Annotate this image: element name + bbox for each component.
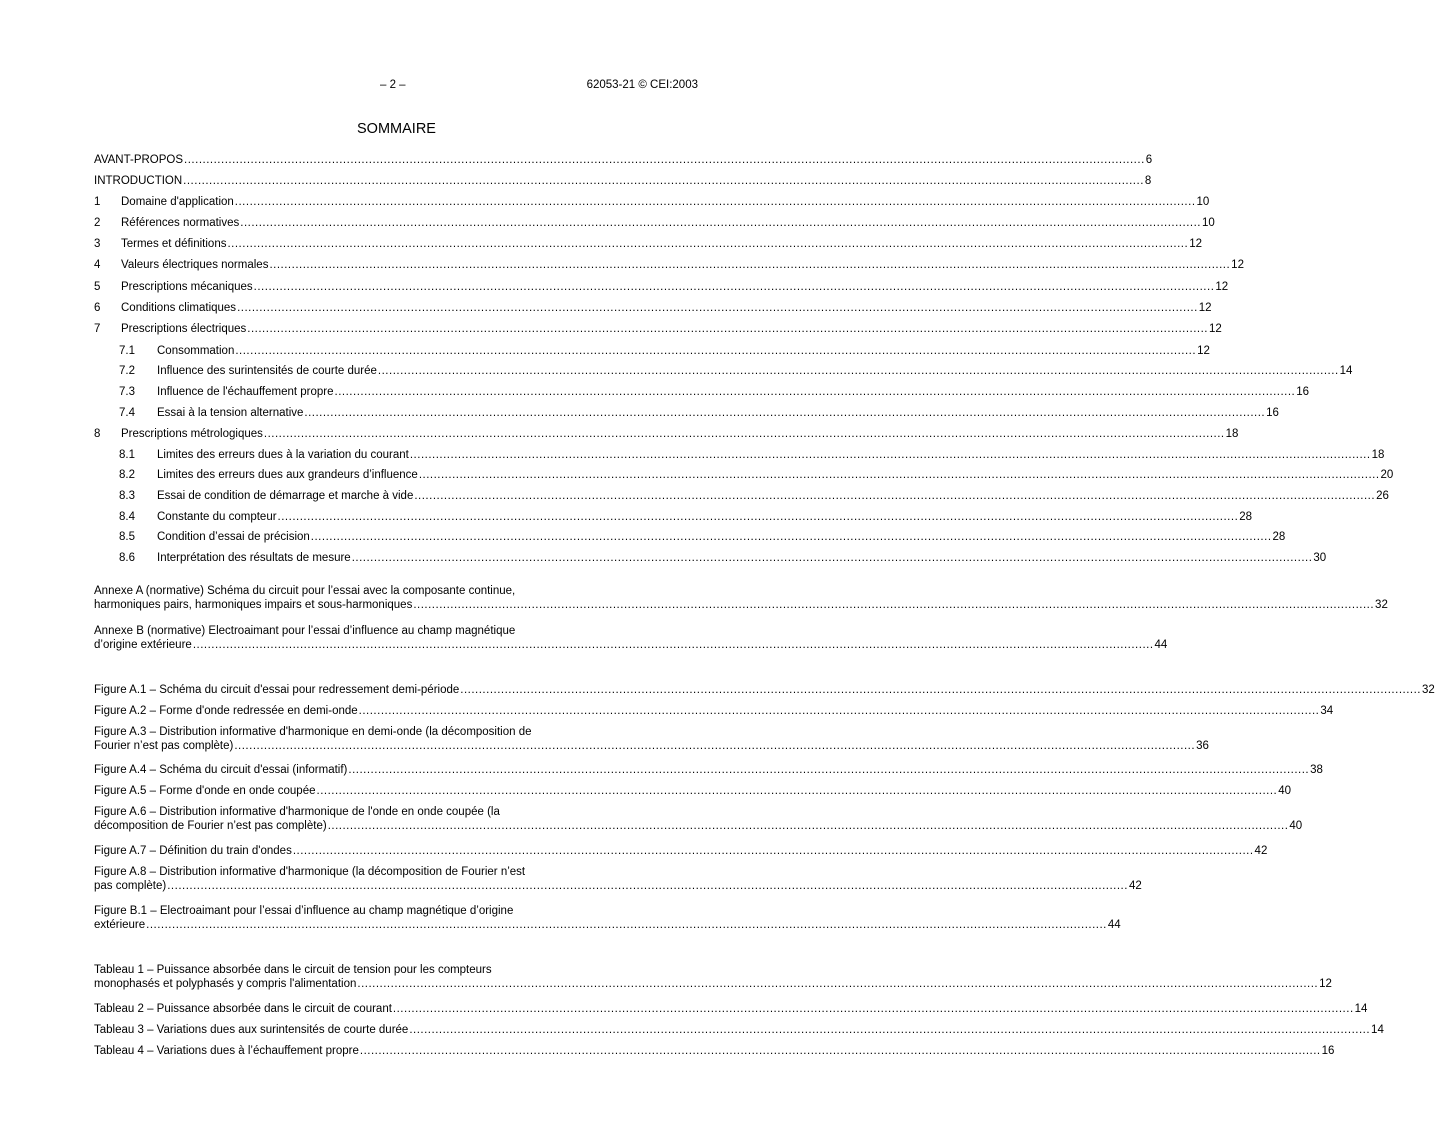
entry-number: 8.2 [119,469,135,481]
toc-entry[interactable] [94,406,1279,420]
entry-title: Condition d’essai de précision [157,531,310,543]
entry-page-number: 10 [1196,196,1210,208]
dot-leader: .................................................................................................................................................................................................................................................................... [377,365,1339,377]
dot-leader: .................................................................................................................................................................................................................................................................... [460,684,1421,696]
entry-page-number: 38 [1310,764,1323,776]
entry-title: Essai à la tension alternative [157,407,304,419]
toc-entry[interactable] [94,584,1388,612]
entry-title-line: Figure A.6 – Distribution informative d'harmonique de l'onde en onde coupée (la [94,806,500,818]
dot-leader: .................................................................................................................................................................................................................................................................... [359,1045,1321,1057]
entry-page-number: 42 [1254,845,1268,857]
toc-entry[interactable] [94,683,1435,697]
dot-leader: .................................................................................................................................................................................................................................................................... [327,820,1289,832]
entry-number: 5 [94,281,101,293]
standard-id: 62053-21 © CEI:2003 [586,79,698,91]
dot-leader: .................................................................................................................................................................................................................................................................... [409,449,1371,461]
entry-number: 7.2 [119,365,135,377]
toc-entry[interactable] [94,448,1385,462]
entry-number: 4 [94,259,101,271]
toc-entry[interactable] [94,280,1229,294]
toc-entry[interactable] [94,624,1168,652]
entry-page-number: 14 [1354,1003,1368,1015]
toc-entry[interactable] [94,530,1286,544]
entry-number: 1 [94,196,101,208]
dot-leader: .................................................................................................................................................................................................................................................................... [183,175,1144,187]
entry-title: Limites des erreurs dues à la variation du courant [157,449,409,461]
dot-leader: .................................................................................................................................................................................................................................................................... [167,880,1128,892]
entry-number: 8.3 [119,490,135,502]
entry-page-number: 16 [1296,386,1310,398]
entry-page-number: 32 [1375,599,1388,611]
entry-page-number: 40 [1278,785,1292,797]
entry-title: Prescriptions électriques [121,323,247,335]
entry-title-line: Annexe A (normative) Schéma du circuit pour l’essai avec la composante continue, [94,585,516,597]
dot-leader: .................................................................................................................................................................................................................................................................... [348,764,1310,776]
dot-leader: .................................................................................................................................................................................................................................................................... [334,386,1296,398]
dot-leader: .................................................................................................................................................................................................................................................................... [263,428,1225,440]
toc-entry[interactable] [94,468,1394,482]
entry-title: extérieure [94,919,146,931]
entry-title: Tableau 4 – Variations dues à l’échauffement propre [94,1045,359,1057]
dot-leader: .................................................................................................................................................................................................................................................................... [146,919,1107,931]
entry-page-number: 44 [1107,919,1121,931]
entry-page-number: 16 [1266,407,1279,419]
entry-title: Prescriptions métrologiques [121,428,263,440]
entry-page-number: 34 [1320,705,1334,717]
entry-number: 7 [94,323,101,335]
entry-title: Conditions climatiques [121,302,237,314]
entry-page-number: 14 [1339,365,1353,377]
entry-number: 7.4 [119,407,135,419]
entry-page-number: 8 [1144,175,1152,187]
dot-leader: .................................................................................................................................................................................................................................................................... [413,599,1375,611]
dot-leader: .................................................................................................................................................................................................................................................................... [235,345,1197,357]
entry-title: Influence des surintensités de courte durée [157,365,377,377]
entry-title-line: Tableau 1 – Puissance absorbée dans le circuit de tension pour les compteurs [94,964,492,976]
entry-title-line: Annexe B (normative) Electroaimant pour l’essai d’influence au champ magnétique [94,625,516,637]
toc-entry[interactable] [94,1023,1384,1037]
entry-title: Prescriptions mécaniques [121,281,253,293]
entry-page-number: 30 [1313,552,1327,564]
dot-leader: .................................................................................................................................................................................................................................................................... [237,302,1198,314]
dot-leader: .................................................................................................................................................................................................................................................................... [351,552,1313,564]
entry-title: Termes et définitions [121,238,227,250]
page-title: SOMMAIRE [357,121,436,137]
entry-page-number: 12 [1231,259,1244,271]
entry-page-number: 12 [1209,323,1222,335]
entry-title: Consommation [157,345,235,357]
entry-number: 8.5 [119,531,135,543]
toc-entry[interactable] [94,216,1215,230]
entry-page-number: 42 [1128,880,1142,892]
entry-number: 7.1 [119,345,135,357]
toc-entry[interactable] [94,805,1303,833]
entry-title-line: Figure A.8 – Distribution informative d'harmonique (la décomposition de Fourier n’est [94,866,526,878]
entry-page-number: 28 [1239,511,1253,523]
entry-number: 6 [94,302,101,314]
dot-leader: .................................................................................................................................................................................................................................................................... [316,785,1278,797]
entry-title: Figure A.1 – Schéma du circuit d'essai pour redressement demi-période [94,684,460,696]
toc-entry[interactable] [94,237,1202,251]
entry-page-number: 12 [1198,302,1212,314]
toc-entry[interactable] [94,963,1332,991]
entry-title-line: Figure A.3 – Distribution informative d'harmonique en demi-onde (la décomposition de [94,726,532,738]
entry-number: 3 [94,238,101,250]
entry-title: Limites des erreurs dues aux grandeurs d’influence [157,469,418,481]
toc-entry[interactable] [94,364,1353,378]
entry-title: Influence de l'échauffement propre [157,386,334,398]
entry-page-number: 10 [1201,217,1215,229]
toc-entry[interactable] [94,844,1268,858]
toc-entry[interactable] [94,784,1292,798]
entry-page-number: 28 [1272,531,1286,543]
toc-entry[interactable] [94,427,1239,441]
entry-title: d’origine extérieure [94,639,192,651]
entry-title: Figure A.7 – Définition du train d'ondes [94,845,292,857]
entry-page-number: 36 [1196,740,1209,752]
entry-page-number: 18 [1225,428,1239,440]
entry-page-number: 40 [1289,820,1303,832]
dot-leader: .................................................................................................................................................................................................................................................................... [358,705,1320,717]
entry-page-number: 20 [1380,469,1394,481]
entry-number: 2 [94,217,101,229]
toc-entry[interactable] [94,344,1210,358]
entry-title: harmoniques pairs, harmoniques impairs et sous-harmoniques [94,599,413,611]
entry-title: AVANT-PROPOS [94,154,184,166]
dot-leader: .................................................................................................................................................................................................................................................................... [357,978,1319,990]
entry-number: 7.3 [119,386,135,398]
entry-number: 8 [94,428,101,440]
toc-entry[interactable] [94,385,1310,399]
entry-title: décomposition de Fourier n’est pas complète) [94,820,327,832]
dot-leader: .................................................................................................................................................................................................................................................................... [292,845,1254,857]
entry-title: Tableau 2 – Puissance absorbée dans le circuit de courant [94,1003,392,1015]
entry-number: 8.6 [119,552,135,564]
dot-leader: .................................................................................................................................................................................................................................................................... [240,217,1201,229]
entry-title: Figure A.5 – Forme d'onde en onde coupée [94,785,316,797]
dot-leader: .................................................................................................................................................................................................................................................................... [234,740,1196,752]
entry-page-number: 32 [1421,684,1435,696]
toc-entry[interactable] [94,704,1334,718]
toc-entry[interactable] [94,301,1212,315]
dot-leader: .................................................................................................................................................................................................................................................................... [269,259,1231,271]
entry-title: Domaine d'application [121,196,234,208]
entry-title: Références normatives [121,217,240,229]
entry-page-number: 26 [1376,490,1389,502]
entry-title: Valeurs électriques normales [121,259,269,271]
dot-leader: .................................................................................................................................................................................................................................................................... [409,1024,1371,1036]
entry-title: Fourier n’est pas complète) [94,740,234,752]
entry-page-number: 12 [1319,978,1332,990]
entry-page-number: 6 [1145,154,1153,166]
entry-page-number: 18 [1371,449,1385,461]
dot-leader: .................................................................................................................................................................................................................................................................... [277,511,1239,523]
dot-leader: .................................................................................................................................................................................................................................................................... [192,639,1154,651]
toc-entry[interactable] [94,258,1244,272]
toc-entry[interactable] [94,489,1389,503]
toc-entry[interactable] [94,1044,1335,1058]
page-number: – 2 – [380,79,406,91]
dot-leader: .................................................................................................................................................................................................................................................................... [184,154,1145,166]
entry-page-number: 12 [1215,281,1229,293]
entry-title: INTRODUCTION [94,175,183,187]
toc-entry[interactable] [94,1002,1368,1016]
entry-title: Interprétation des résultats de mesure [157,552,351,564]
entry-title: Figure A.2 – Forme d'onde redressée en demi-onde [94,705,358,717]
entry-title: Essai de condition de démarrage et marche à vide [157,490,414,502]
toc-entry[interactable] [94,153,1153,167]
entry-title: monophasés et polyphasés y compris l'alimentation [94,978,357,990]
entry-page-number: 12 [1197,345,1210,357]
toc-entry[interactable] [94,551,1327,565]
dot-leader: .................................................................................................................................................................................................................................................................... [414,490,1376,502]
entry-title-line: Figure B.1 – Electroaimant pour l’essai d’influence au champ magnétique d’origine [94,905,514,917]
toc-entry[interactable] [94,510,1253,524]
toc-entry[interactable] [94,322,1222,336]
entry-page-number: 12 [1189,238,1202,250]
dot-leader: .................................................................................................................................................................................................................................................................... [253,281,1215,293]
toc-entry[interactable] [94,763,1323,777]
dot-leader: .................................................................................................................................................................................................................................................................... [418,469,1380,481]
entry-number: 8.4 [119,511,135,523]
entry-page-number: 14 [1371,1024,1384,1036]
entry-title: Constante du compteur [157,511,277,523]
dot-leader: .................................................................................................................................................................................................................................................................... [234,196,1196,208]
entry-title: pas complète) [94,880,167,892]
toc-entry[interactable] [94,865,1142,893]
entry-number: 8.1 [119,449,135,461]
dot-leader: .................................................................................................................................................................................................................................................................... [247,323,1208,335]
toc-entry[interactable] [94,174,1152,188]
toc-entry[interactable] [94,725,1209,753]
entry-title: Tableau 3 – Variations dues aux surintensités de courte durée [94,1024,409,1036]
dot-leader: .................................................................................................................................................................................................................................................................... [304,407,1266,419]
dot-leader: .................................................................................................................................................................................................................................................................... [392,1003,1354,1015]
dot-leader: .................................................................................................................................................................................................................................................................... [310,531,1272,543]
dot-leader: .................................................................................................................................................................................................................................................................... [227,238,1189,250]
entry-page-number: 44 [1154,639,1168,651]
entry-title: Figure A.4 – Schéma du circuit d'essai (informatif) [94,764,348,776]
entry-page-number: 16 [1321,1045,1335,1057]
toc-entry[interactable] [94,195,1210,209]
toc-entry[interactable] [94,904,1121,932]
